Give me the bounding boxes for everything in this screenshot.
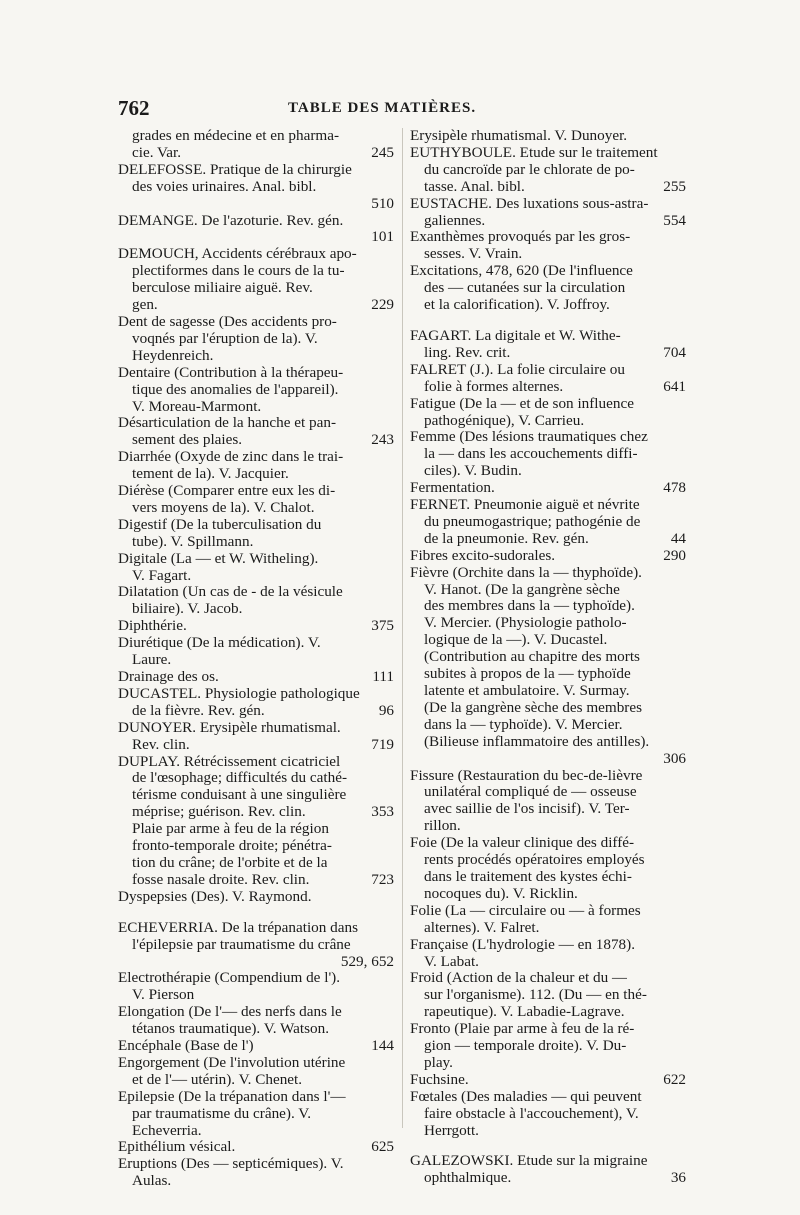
index-line [410,1055,686,1072]
index-line [118,229,394,246]
index-entry-text: Diarrhée (Oxyde de zinc dans le trai- [118,449,344,466]
index-entry-text: fosse nasale droite. Rev. clin. [132,871,310,888]
index-line [118,534,394,551]
index-entry-text: la — dans les accouchements diffi- [424,446,638,463]
index-line [118,889,394,906]
index-entry-text: sement des plaies. [132,432,243,449]
index-line [410,852,686,869]
index-line [410,869,686,886]
page-reference: 111 [372,668,394,685]
index-entry-text: des voies urinaires. Anal. bibl. [132,178,317,195]
index-entry-text: ling. Rev. crit. [424,344,511,361]
right-column [410,128,686,1187]
index-line [410,179,686,196]
index-entry-text: EUTHYBOULE. Etude sur le traitement [410,144,658,161]
index-line [118,937,394,954]
index-line [118,145,394,162]
index-line [118,703,394,720]
index-line [410,263,686,280]
page-reference: 144 [371,1037,394,1055]
index-entry-text: play. [424,1054,453,1071]
index-entry-text: ophthalmique. [424,1170,512,1187]
index-entry-text: Laure. [132,652,172,669]
index-entry-text: Echeverria. [132,1122,202,1139]
index-line [410,1153,686,1170]
entry-gap [410,314,686,328]
index-entry-text: V. Moreau-Marmont. [132,398,262,415]
index-line [118,128,394,145]
index-entry-text: du cancroïde par le chlorate de po- [424,161,635,178]
index-line [118,568,394,585]
index-entry-text: Fronto (Plaie par arme à feu de la ré- [410,1021,635,1038]
index-line [118,754,394,771]
index-entry-text: DELEFOSSE. Pratique de la chirurgie [118,161,352,178]
page-reference: 96 [378,701,394,719]
index-line [118,987,394,1004]
page-reference: 229 [371,296,394,314]
index-line [410,615,686,632]
index-entry-text: Drainage des os. [118,669,219,685]
index-line [410,734,686,751]
index-line [118,821,394,838]
page-reference: 478 [663,479,686,497]
index-line [410,246,686,263]
index-entry-text: vers moyens de la). V. Chalot. [132,499,315,516]
index-line [118,162,394,179]
index-entry-text: voqnés par l'éruption de la). V. [132,330,318,347]
index-entry-text: Dyspepsies (Des). V. Raymond. [118,888,312,905]
index-entry-text: gion — temporale droite). V. Du- [424,1038,627,1055]
index-line [410,784,686,801]
index-line [410,229,686,246]
page-reference: 641 [663,377,686,395]
index-line [410,280,686,297]
index-entry-text: GALEZOWSKI. Etude sur la migraine [410,1153,648,1170]
index-line [410,801,686,818]
index-line [410,751,686,768]
index-entry-text: EUSTACHE. Des luxations sous-astra- [410,195,649,212]
index-line [410,1004,686,1021]
page-reference: 704 [663,343,686,361]
index-entry-text: FERNET. Pneumonie aiguë et névrite [410,497,640,514]
index-line [118,970,394,987]
index-entry-text: l'épilepsie par traumatisme du crâne [132,936,351,953]
index-line [410,666,686,683]
index-line [118,787,394,804]
index-entry-text: Fatigue (De la — et de son influence [410,395,634,412]
index-entry-text: ECHEVERRIA. De la trépanation dans [118,919,358,936]
index-line [118,1156,394,1173]
page-reference: 554 [663,211,686,229]
index-entry-text: Aulas. [132,1173,172,1190]
index-line [410,548,686,565]
index-entry-text: faire obstacle à l'accouchement), V. [424,1105,639,1122]
page-reference: 255 [663,177,686,195]
page-reference: 625 [371,1138,394,1156]
index-entry-text: (De la gangrène sèche des membres [424,699,643,716]
index-line [118,1055,394,1072]
index-entry-text: cie. Var. [132,144,182,161]
index-line [410,1170,686,1187]
index-entry-text: Diphthérie. [118,618,187,635]
index-entry-text: Encéphale (Base de l') [118,1038,254,1055]
index-line [118,838,394,855]
index-line [410,497,686,514]
index-line [410,1123,686,1140]
index-entry-text: rillon. [424,818,461,835]
index-entry-text: Heydenreich. [132,347,214,364]
index-line [118,314,394,331]
index-entry-text: fronto-temporale droite; pénétra- [132,838,332,855]
index-entry-text: tube). V. Spillmann. [132,533,254,550]
index-entry-text: (Bilieuse inflammatoire des antilles). [424,733,650,750]
page-reference: 306 [663,749,686,767]
index-entry-text: Dent de sagesse (Des accidents pro- [118,313,337,330]
index-entry-text: Eruptions (Des — septicémiques). V. [118,1156,344,1173]
page-reference: 622 [663,1070,686,1088]
index-line [118,855,394,872]
index-entry-text: Femme (Des lésions traumatiques chez [410,429,648,446]
page-reference: 723 [371,870,394,888]
index-entry-text: des membres dans la — typhoïde). [424,598,635,615]
page-reference: 36 [670,1169,686,1187]
index-entry-text: ciles). V. Budin. [424,463,522,480]
index-entry-text: Foie (De la valeur clinique des diffé- [410,835,635,852]
index-entry-text: grades en médecine et en pharma- [132,128,340,144]
index-line [410,1089,686,1106]
index-line [410,413,686,430]
index-line [410,818,686,835]
index-line [118,280,394,297]
index-line [118,517,394,534]
index-entry-text: sur l'organisme). 112. (Du — en thé- [424,987,647,1004]
index-entry-text: Digestif (De la tuberculisation du [118,516,322,533]
index-entry-text: Française (L'hydrologie — en 1878). [410,936,636,953]
index-entry-text: alternes). V. Falret. [424,919,540,936]
index-line [118,584,394,601]
index-line [118,449,394,466]
index-entry-text: Fœtales (Des maladies — qui peuvent [410,1088,642,1105]
index-entry-text: et la calorification). V. Joffroy. [424,297,610,314]
index-line [410,345,686,362]
index-entry-text: Digitale (La — et W. Witheling). [118,550,319,567]
column-divider [402,128,403,1128]
index-entry-text: méprise; guérison. Rev. clin. [132,804,306,821]
index-line [118,635,394,652]
index-entry-text: Fissure (Restauration du bec-de-lièvre [410,767,643,784]
index-line [118,954,394,971]
index-entry-text: plectiformes dans le cours de la tu- [132,263,345,280]
index-entry-text: folie à formes alternes. [424,378,564,395]
index-entry-text: unilatéral compliqué de — osseuse [424,784,637,801]
index-entry-text: DUCASTEL. Physiologie pathologique [118,685,360,702]
index-entry-text: de la fièvre. Rev. gén. [132,702,265,719]
index-line [118,618,394,635]
index-line [410,937,686,954]
index-line [118,920,394,937]
index-entry-text: berculose miliaire aiguë. Rev. [132,280,313,297]
page-reference: 510 [371,194,394,212]
index-entry-text: Epithélium vésical. [118,1139,236,1156]
index-entry-text: dans le traitement des kystes échi- [424,868,632,885]
index-entry-text: Epilepsie (De la trépanation dans l'— [118,1088,346,1105]
index-entry-text: DUPLAY. Rétrécissement cicatriciel [118,753,341,770]
index-entry-text: par traumatisme du crâne). V. [132,1105,312,1122]
index-line [410,954,686,971]
index-line [118,399,394,416]
index-entry-text: rents procédés opératoires employés [424,852,645,869]
index-entry-text: tion du crâne; de l'orbite et de la [132,854,328,871]
index-entry-text: Diurétique (De la médication). V. [118,635,321,652]
index-line [410,196,686,213]
index-line [410,565,686,582]
index-entry-text: V. Mercier. (Physiologie patholo- [424,615,627,632]
index-line [410,379,686,396]
page-reference: 375 [371,617,394,635]
index-line [410,446,686,463]
index-entry-text: galiennes. [424,212,486,229]
index-line [118,297,394,314]
index-line [410,297,686,314]
index-line [118,1089,394,1106]
index-line [410,700,686,717]
index-entry-text: Electrothérapie (Compendium de l'). [118,970,341,987]
index-line [118,196,394,213]
index-line [410,970,686,987]
index-line [118,1038,394,1055]
index-line [118,1139,394,1156]
index-line [410,649,686,666]
index-line [410,886,686,903]
page-header [118,96,682,126]
index-line [410,987,686,1004]
index-line [118,770,394,787]
index-line [118,365,394,382]
index-line [118,686,394,703]
page-reference: 44 [670,529,686,547]
index-entry-text: gen. [132,297,158,314]
index-entry-text: (Contribution au chapitre des morts [424,649,640,666]
index-line [410,768,686,785]
index-entry-text: V. Labat. [424,953,479,970]
index-entry-text: pathogénique), V. Carrieu. [424,412,585,429]
page-reference: 290 [663,546,686,564]
index-entry-text: du pneumogastrique; pathogénie de [424,513,641,530]
index-line [410,920,686,937]
index-line [410,128,686,145]
index-line [118,720,394,737]
index-line [118,263,394,280]
index-line [410,162,686,179]
index-entry-text: DEMANGE. De l'azoturie. Rev. gén. [118,212,344,229]
index-entry-text: dans la — typhoïde). V. Mercier. [424,716,623,733]
index-line [410,1106,686,1123]
page-reference: 353 [371,803,394,821]
index-line [410,396,686,413]
index-line [118,1072,394,1089]
index-entry-text: Herrgott. [424,1122,479,1139]
index-line [410,1038,686,1055]
index-line [118,669,394,686]
index-line [410,145,686,162]
index-entry-text: Erysipèle rhumatismal. V. Dunoyer. [410,128,628,144]
index-line [410,598,686,615]
index-line [118,737,394,754]
index-line [118,179,394,196]
index-entry-text: Rev. clin. [132,736,190,753]
index-entry-text: Fermentation. [410,480,495,497]
index-line [410,531,686,548]
index-entry-text: DEMOUCH, Accidents cérébraux apo- [118,246,357,263]
index-entry-text: tement de la). V. Jacquier. [132,466,289,483]
index-entry-text: avec saillie de l'os incisif). V. Ter- [424,801,630,818]
index-entry-text: rapeutique). V. Labadie-Lagrave. [424,1004,625,1021]
index-entry-text: sesses. V. Vrain. [424,246,523,263]
index-line [410,328,686,345]
index-entry-text: tique des anomalies de l'appareil). [132,381,339,398]
index-line [410,429,686,446]
index-line [118,382,394,399]
page-reference: 529, 652 [340,952,394,970]
index-line [410,717,686,734]
index-line [118,348,394,365]
index-entry-text: biliaire). V. Jacob. [132,601,243,618]
index-entry-text: V. Hanot. (De la gangrène sèche [424,581,620,598]
index-line [410,903,686,920]
index-entry-text: tétanos traumatique). V. Watson. [132,1021,330,1038]
index-entry-text: V. Pierson [132,987,195,1004]
index-entry-text: V. Fagart. [132,567,192,584]
page-reference: 719 [371,735,394,753]
index-entry-text: DUNOYER. Erysipèle rhumatismal. [118,719,341,736]
entry-gap [410,1139,686,1153]
index-entry-text: Elongation (De l'— des nerfs dans le [118,1004,342,1021]
index-line [118,246,394,263]
index-entry-text: des — cutanées sur la circulation [424,280,626,297]
index-line [118,331,394,348]
index-entry-text: Froid (Action de la chaleur et du — [410,970,628,987]
index-line [118,466,394,483]
index-entry-text: Diérèse (Comparer entre eux les di- [118,483,336,500]
page-reference: 243 [371,431,394,449]
index-entry-text: Fuchsine. [410,1071,469,1088]
index-line [118,1106,394,1123]
index-line [118,213,394,230]
index-line [410,362,686,379]
index-line [118,1004,394,1021]
index-line [118,1173,394,1190]
index-entry-text: logique de la —). V. Ducastel. [424,632,608,649]
index-line [118,500,394,517]
index-entry-text: nocoques du). V. Ricklin. [424,885,578,902]
index-entry-text: et de l'— utérin). V. Chenet. [132,1071,303,1088]
left-column [118,128,394,1190]
index-line [118,415,394,432]
running-title: TABLE DES MATIÈRES. [288,100,477,116]
page-number: 762 [118,96,150,120]
index-entry-text: Folie (La — circulaire ou — à formes [410,902,641,919]
index-line [410,480,686,497]
index-line [410,683,686,700]
index-entry-text: subites à propos de la — typhoïde [424,666,631,683]
index-entry-text: Excitations, 478, 620 (De l'influence [410,263,633,280]
index-entry-text: Dilatation (Un cas de - de la vésicule [118,584,343,601]
index-entry-text: Engorgement (De l'involution utérine [118,1054,346,1071]
page-reference: 101 [371,228,394,246]
index-entry-text: térisme conduisant à une singulière [132,787,347,804]
page-reference: 245 [371,143,394,161]
index-entry-text: de la pneumonie. Rev. gén. [424,530,589,547]
index-entry-text: Fièvre (Orchite dans la — thyphoïde). [410,564,642,581]
index-line [410,514,686,531]
index-line [118,652,394,669]
index-line [410,835,686,852]
index-entry-text: FALRET (J.). La folie circulaire ou [410,361,625,378]
index-line [118,483,394,500]
index-line [410,1072,686,1089]
index-entry-text: tasse. Anal. bibl. [424,178,525,195]
index-line [410,463,686,480]
index-line [118,804,394,821]
index-line [410,1021,686,1038]
index-line [410,632,686,649]
index-entry-text: FAGART. La digitale et W. Withe- [410,327,621,344]
index-line [118,1123,394,1140]
entry-gap [118,906,394,920]
index-line [118,872,394,889]
index-line [410,213,686,230]
index-line [410,582,686,599]
index-entry-text: latente et ambulatoire. V. Surmay. [424,683,630,699]
index-entry-text: Exanthèmes provoqués par les gros- [410,229,631,246]
index-line [118,551,394,568]
index-entry-text: Fibres excito-sudorales. [410,547,556,564]
index-entry-text: Plaie par arme à feu de la région [132,821,329,838]
index-entry-text: Désarticulation de la hanche et pan- [118,415,337,432]
index-entry-text: de l'œsophage; difficultés du cathé- [132,770,348,787]
index-line [118,601,394,618]
index-line [118,1021,394,1038]
index-entry-text: Dentaire (Contribution à la thérapeu- [118,364,344,381]
index-line [118,432,394,449]
